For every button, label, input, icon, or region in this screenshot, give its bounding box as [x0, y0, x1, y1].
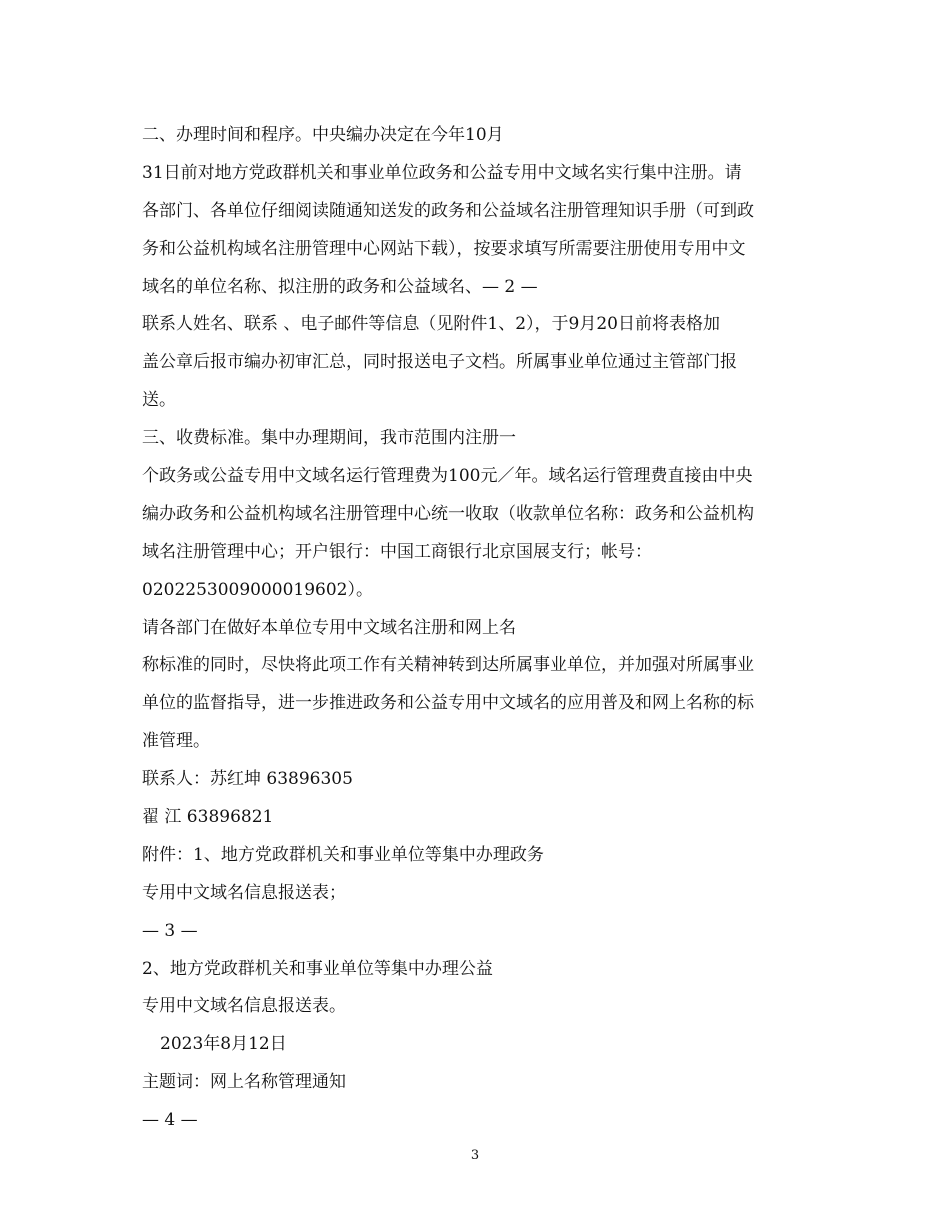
- text-line: 三、收费标准。集中办理期间，我市范围内注册一: [142, 428, 516, 449]
- document-body: [142, 117, 822, 1140]
- text-line: 域名的单位名称、拟注册的政务和公益域名、— 2 —: [142, 276, 538, 297]
- text-line: 个政务或公益专用中文域名运行管理费为100元／年。域名运行管理费直接由中央: [142, 466, 753, 487]
- text-line: 各部门、各单位仔细阅读随通知送发的政务和公益域名注册管理知识手册（可到政: [142, 200, 754, 221]
- contact-line: 联系人：苏红坤 63896305: [142, 769, 353, 790]
- page-number: 3: [470, 1148, 480, 1163]
- attachment-line: 附件：1、地方党政群机关和事业单位等集中办理政务: [142, 844, 544, 865]
- text-line: 31日前对地方党政群机关和事业单位政务和公益专用中文域名实行集中注册。请: [142, 162, 742, 183]
- text-line: 请各部门在做好本单位专用中文域名注册和网上名: [142, 617, 516, 638]
- page-marker: — 3 —: [142, 920, 198, 941]
- text-line: 务和公益机构域名注册管理中心网站下载），按要求填写所需要注册使用专用中文: [142, 238, 746, 259]
- text-line: 联系人姓名、联系 、电子邮件等信息（见附件1、2），于9月20日前将表格加: [142, 314, 720, 335]
- text-line: 盖公章后报市编办初审汇总，同时报送电子文档。所属事业单位通过主管部门报: [142, 352, 737, 373]
- text-line: 二、办理时间和程序。中央编办决定在今年10月: [142, 125, 504, 145]
- contact-line: 翟 江 63896821: [142, 807, 274, 828]
- subject-line: 主题词：网上名称管理通知: [142, 1072, 346, 1093]
- date-line: 2023年8月12日: [160, 1034, 287, 1055]
- page-marker: — 4 —: [142, 1110, 198, 1131]
- text-line: 单位的监督指导，进一步推进政务和公益专用中文域名的应用普及和网上名称的标: [142, 693, 754, 714]
- text-line: 称标准的同时，尽快将此项工作有关精神转到达所属事业单位，并加强对所属事业: [142, 655, 754, 676]
- attachment-line: 专用中文域名信息报送表；: [142, 882, 346, 903]
- text-line: 编办政务和公益机构域名注册管理中心统一收取（收款单位名称：政务和公益机构: [142, 503, 754, 524]
- text-line: 域名注册管理中心；开户银行：中国工商银行北京国展支行；帐号：: [142, 541, 652, 562]
- attachment-line: 专用中文域名信息报送表。: [142, 996, 346, 1017]
- attachment-line: 2、地方党政群机关和事业单位等集中办理公益: [142, 958, 493, 979]
- text-line: 0202253009000019602）。: [142, 579, 374, 600]
- text-line: 送。: [142, 390, 176, 411]
- text-line: 准管理。: [142, 731, 210, 752]
